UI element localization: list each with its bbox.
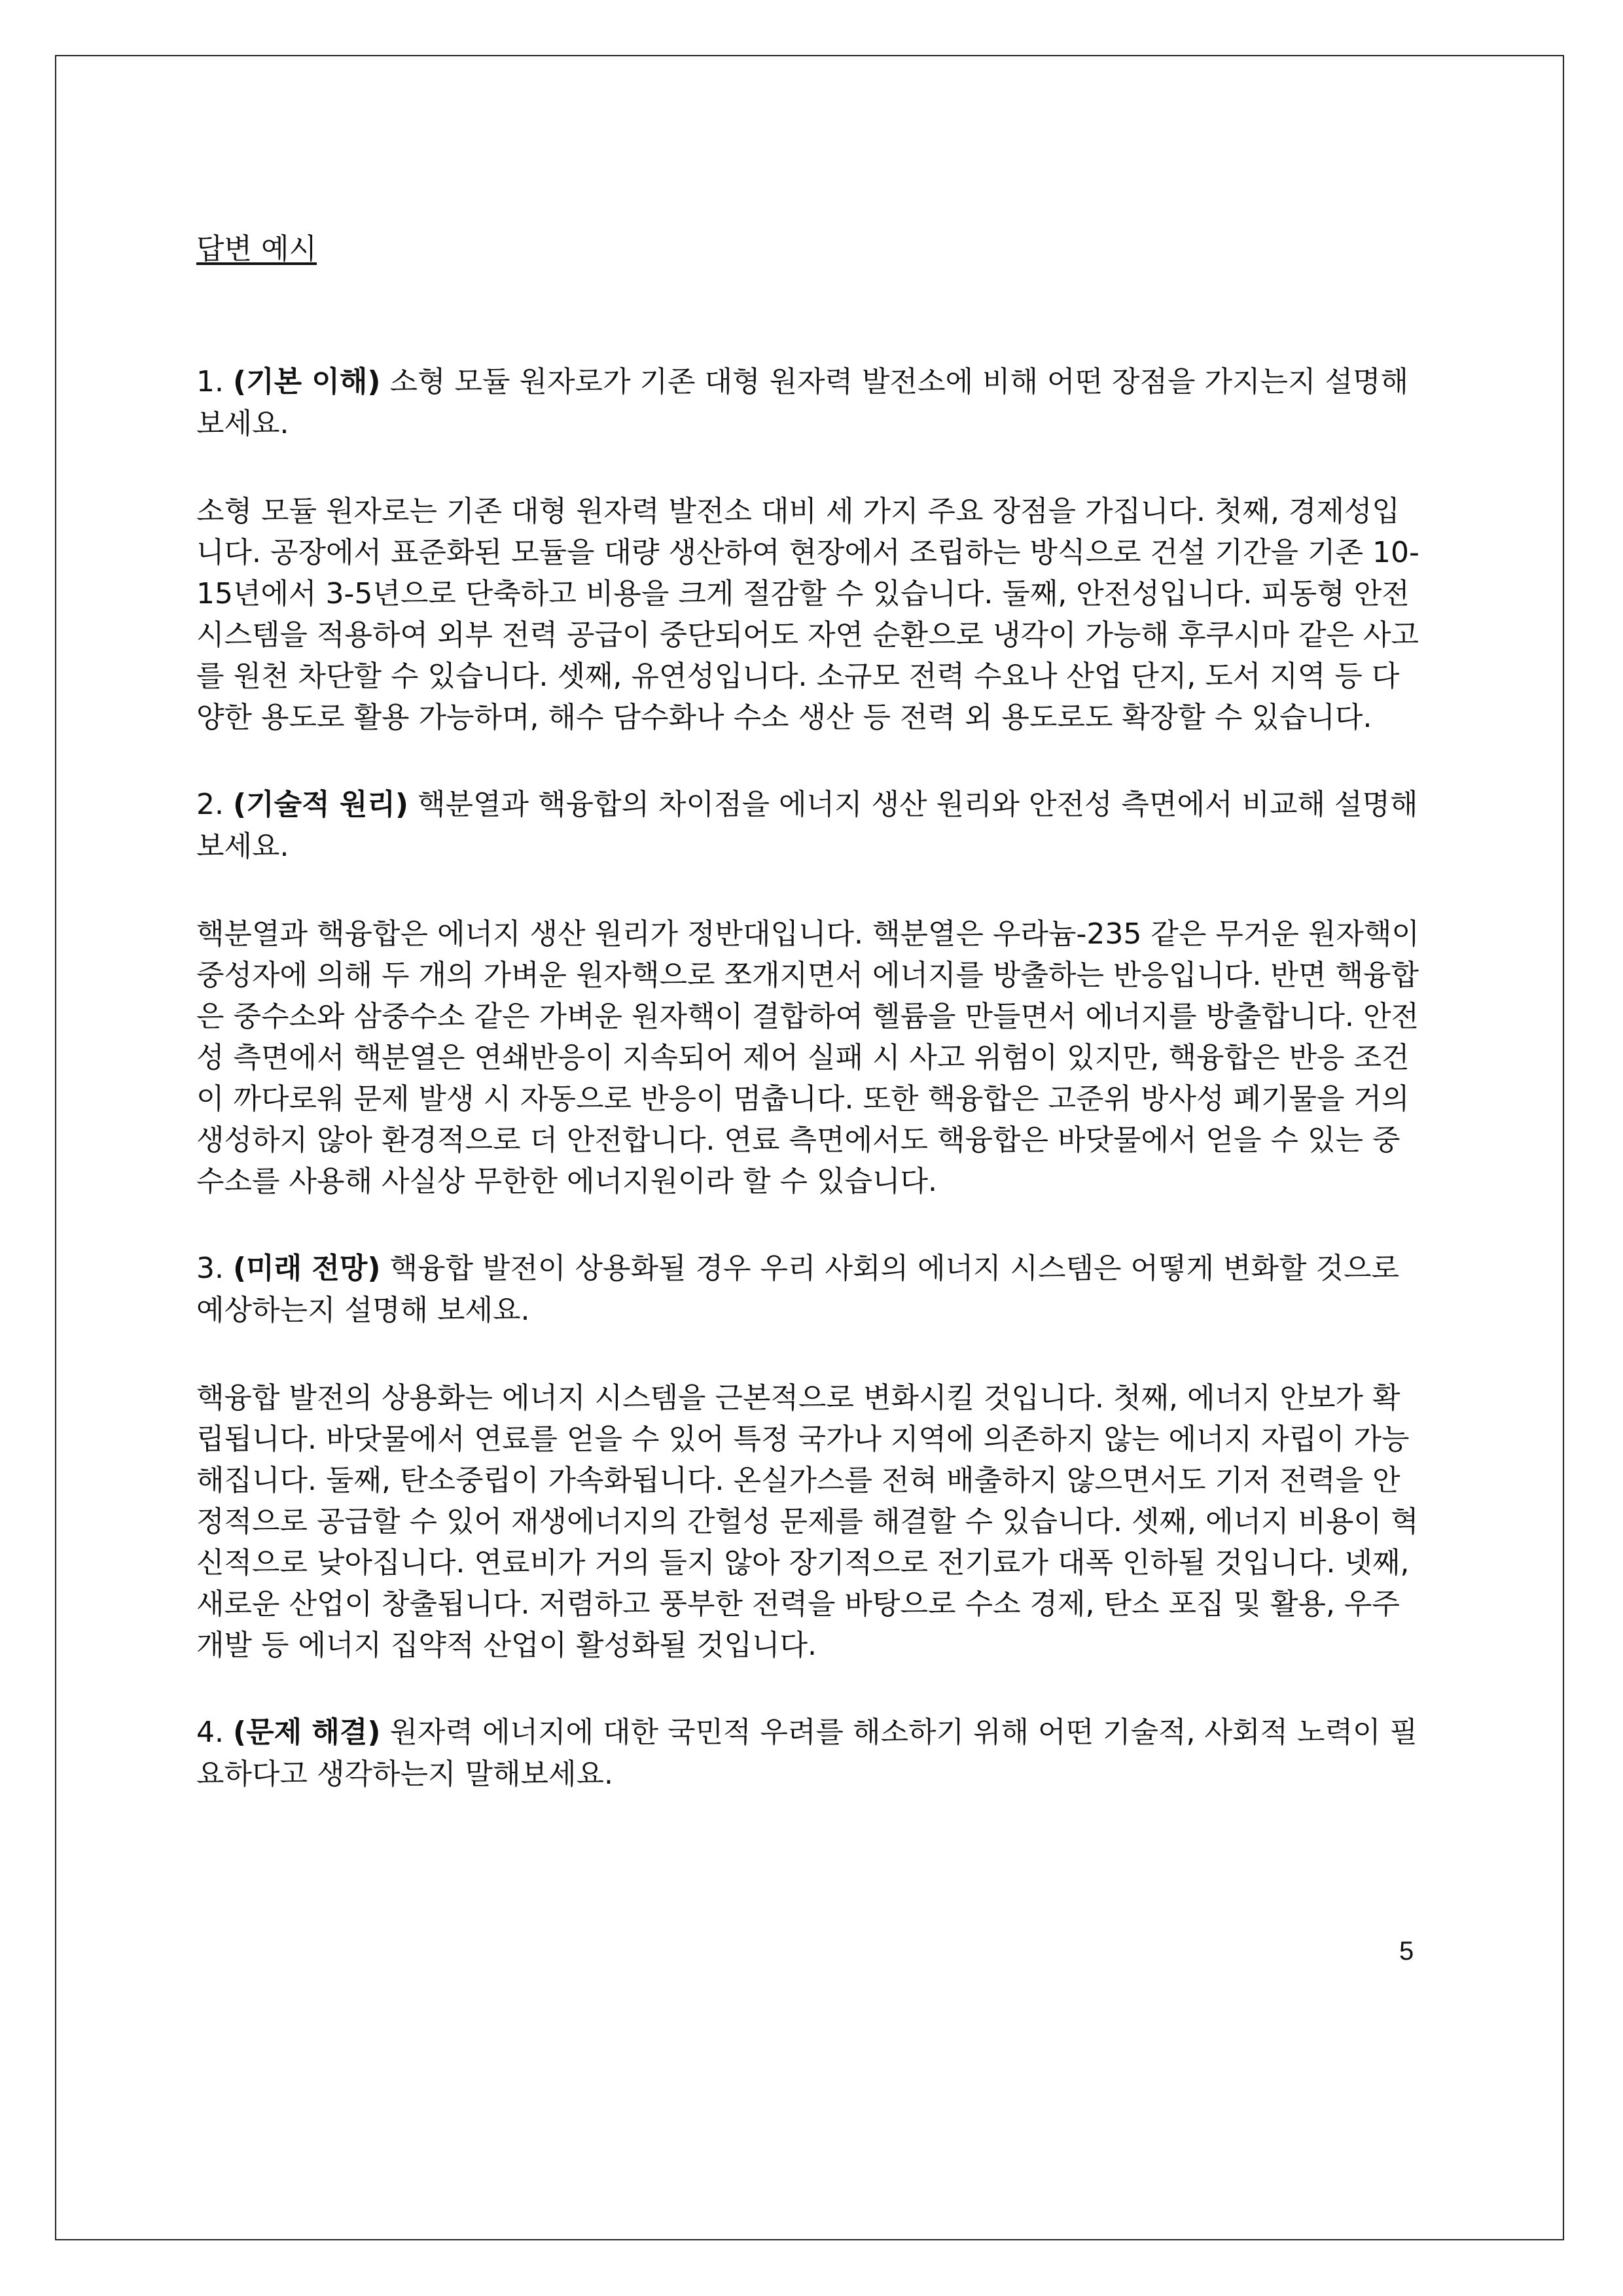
- question-4: [196, 1712, 1427, 1795]
- question-tag: (기술적 원리): [232, 788, 409, 821]
- page-number: 5: [1399, 1937, 1414, 1966]
- question-3: [196, 1248, 1427, 1332]
- question-text: 핵융합 발전이 상용화될 경우 우리 사회의 에너지 시스템은 어떻게 변화할 것으로 예상하는지 설명해 보세요.: [196, 1252, 1400, 1327]
- question-number: 3.: [196, 1252, 224, 1285]
- question-1: [196, 361, 1427, 445]
- question-number: 2.: [196, 788, 224, 821]
- question-text: 소형 모듈 원자로가 기존 대형 원자력 발전소에 비해 어떤 장점을 가지는지 설명해 보세요.: [196, 365, 1409, 440]
- question-number: 4.: [196, 1716, 224, 1749]
- page-heading: 답변 예시: [196, 232, 317, 266]
- question-text: 원자력 에너지에 대한 국민적 우려를 해소하기 위해 어떤 기술적, 사회적 노력이 필요하다고 생각하는지 말해보세요.: [196, 1716, 1418, 1791]
- question-number: 1.: [196, 365, 224, 398]
- question-tag: (미래 전망): [232, 1252, 381, 1285]
- document-body: [196, 229, 1427, 1841]
- question-tag: (기본 이해): [232, 365, 381, 398]
- answer-3: 핵융합 발전의 상용화는 에너지 시스템을 근본적으로 변화시킬 것입니다. 첫째, 에너지 안보가 확립됩니다. 바닷물에서 연료를 얻을 수 있어 특정 국가나 지역에 의존하지 않는 에너지 자립이 가능해집니다. 둘째, 탄소중립이 가속화됩니다. 온실가스를 전혀 배출하지 않으면서도 기저 전력을 안정적으로 공급할 수 있어 재생에너지의 간헐성 문제를 해결할 수 있습니다. 셋째, 에너지 비용이 혁신적으로 낮아집니다. 연료비가 거의 들지 않아 장기적으로 전기료가 대폭 인하될 것입니다. 넷째, 새로운 산업이 창출됩니다. 저렴하고 풍부한 전력을 바탕으로 수소 경제, 탄소 포집 및 활용, 우주 개발 등 에너지 집약적 산업이 활성화될 것입니다.: [196, 1381, 1419, 1662]
- question-text: 핵분열과 핵융합의 차이점을 에너지 생산 원리와 안전성 측면에서 비교해 설명해 보세요.: [196, 788, 1418, 863]
- answer-2: 핵분열과 핵융합은 에너지 생산 원리가 정반대입니다. 핵분열은 우라늄-235 같은 무거운 원자핵이 중성자에 의해 두 개의 가벼운 원자핵으로 쪼개지면서 에너지를 방출하는 반응입니다. 반면 핵융합은 중수소와 삼중수소 같은 가벼운 원자핵이 결합하여 헬륨을 만들면서 에너지를 방출합니다. 안전성 측면에서 핵분열은 연쇄반응이 지속되어 제어 실패 시 사고 위험이 있지만, 핵융합은 반응 조건이 까다로워 문제 발생 시 자동으로 반응이 멈춥니다. 또한 핵융합은 고준위 방사성 폐기물을 거의 생성하지 않아 환경적으로 더 안전합니다. 연료 측면에서도 핵융합은 바닷물에서 얻을 수 있는 중수소를 사용해 사실상 무한한 에너지원이라 할 수 있습니다.: [196, 917, 1419, 1198]
- question-tag: (문제 해결): [232, 1716, 381, 1749]
- answer-1: 소형 모듈 원자로는 기존 대형 원자력 발전소 대비 세 가지 주요 장점을 가집니다. 첫째, 경제성입니다. 공장에서 표준화된 모듈을 대량 생산하여 현장에서 조립하는 방식으로 건설 기간을 기존 10-15년에서 3-5년으로 단축하고 비용을 크게 절감할 수 있습니다. 둘째, 안전성입니다. 피동형 안전 시스템을 적용하여 외부 전력 공급이 중단되어도 자연 순환으로 냉각이 가능해 후쿠시마 같은 사고를 원천 차단할 수 있습니다. 셋째, 유연성입니다. 소규모 전력 수요나 산업 단지, 도서 지역 등 다양한 용도로 활용 가능하며, 해수 담수화나 수소 생산 등 전력 외 용도로도 확장할 수 있습니다.: [196, 495, 1419, 734]
- question-2: [196, 784, 1427, 868]
